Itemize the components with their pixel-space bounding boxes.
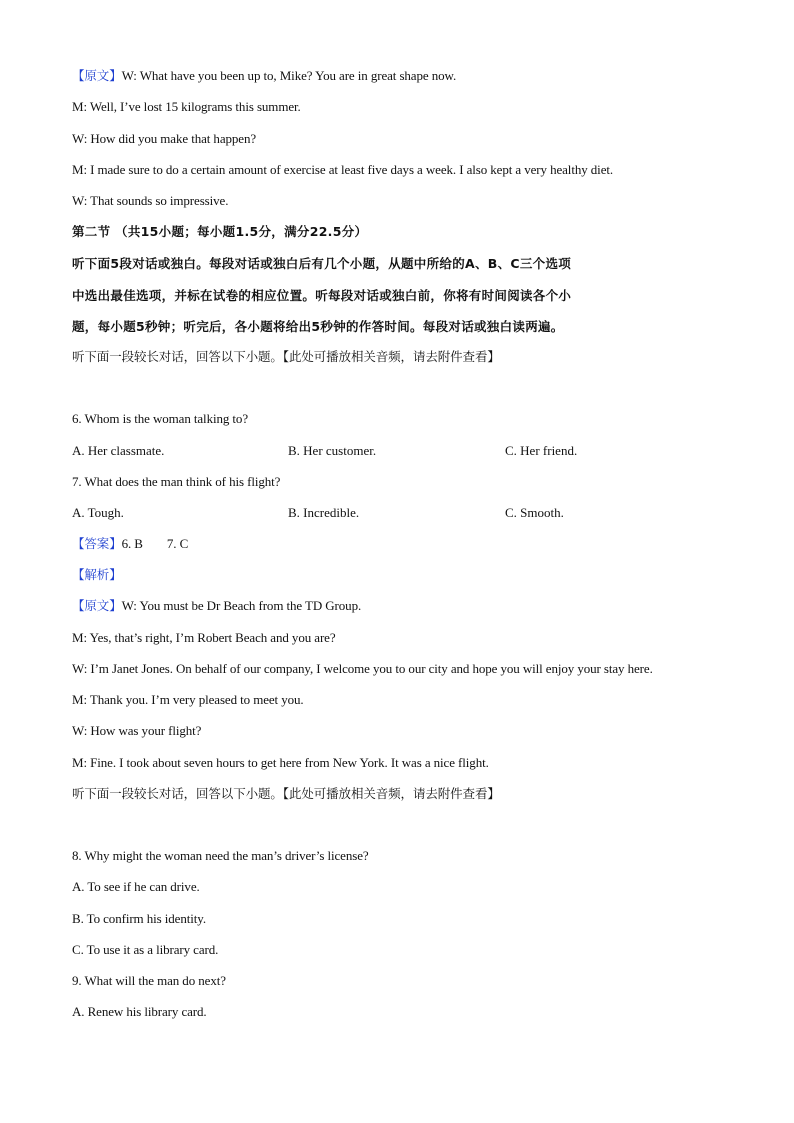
option-a: A. Tough. [72, 505, 124, 520]
transcript-line: M: Yes, that’s right, I’m Robert Beach and you are? [72, 630, 336, 645]
answer-line: 【答案】6. B 7. C [72, 536, 189, 551]
question-stem: 6. Whom is the woman talking to? [72, 411, 249, 426]
listen-note: 听下面一段较长对话，回答以下小题。【此处可播放相关音频，请去附件查看】 [72, 786, 500, 801]
option-b: B. Incredible. [288, 505, 360, 520]
option-a: A. Her classmate. [72, 443, 165, 458]
option-c: C. Smooth. [505, 505, 564, 520]
analysis-tag: 【解析】 [72, 567, 122, 582]
original-text-tag: 【原文】 [72, 598, 122, 613]
transcript-line: 【原文】W: You must be Dr Beach from the TD Group. [72, 598, 362, 613]
answer-tag: 【答案】 [72, 536, 122, 551]
question-stem: 7. What does the man think of his flight? [72, 474, 281, 489]
instruction-line: 题，每小题5秒钟；听完后，各小题将给出5秒钟的作答时间。每段对话或独白读两遍。 [72, 319, 564, 334]
transcript-line: W: How did you make that happen? [72, 131, 257, 146]
question-stem: 8. Why might the woman need the man’s driver’s license? [72, 848, 369, 863]
transcript-line: W: How was your flight? [72, 723, 202, 738]
transcript-line: 【原文】W: What have you been up to, Mike? You are in great shape now. [72, 68, 457, 83]
transcript-line: W: That sounds so impressive. [72, 193, 229, 208]
option-a: A. To see if he can drive. [72, 879, 200, 894]
question-stem: 9. What will the man do next? [72, 973, 226, 988]
option-b: B. To confirm his identity. [72, 911, 206, 926]
option-c: C. To use it as a library card. [72, 942, 219, 957]
transcript-line: M: Thank you. I’m very pleased to meet you. [72, 692, 304, 707]
instruction-line: 中选出最佳选项，并标在试卷的相应位置。听每段对话或独白前，你将有时间阅读各个小 [72, 288, 572, 303]
instruction-line: 听下面5段对话或独白。每段对话或独白后有几个小题，从题中所给的A、B、C三个选项 [72, 256, 572, 271]
transcript-line: M: I made sure to do a certain amount of exercise at least five days a week. I also kept a very healthy diet. [72, 162, 614, 177]
transcript-line: W: I’m Janet Jones. On behalf of our company, I welcome you to our city and hope you will enjoy your stay here. [72, 661, 653, 676]
option-c: C. Her friend. [505, 443, 578, 458]
transcript-line: M: Well, I’ve lost 15 kilograms this summer. [72, 99, 301, 114]
section-heading: 第二节 （共15小题；每小题1.5分，满分22.5分） [72, 224, 368, 239]
option-b: B. Her customer. [288, 443, 377, 458]
option-a: A. Renew his library card. [72, 1004, 207, 1019]
original-text-tag: 【原文】 [72, 68, 122, 83]
transcript-line: M: Fine. I took about seven hours to get here from New York. It was a nice flight. [72, 755, 489, 770]
listen-note: 听下面一段较长对话，回答以下小题。【此处可播放相关音频，请去附件查看】 [72, 349, 500, 364]
